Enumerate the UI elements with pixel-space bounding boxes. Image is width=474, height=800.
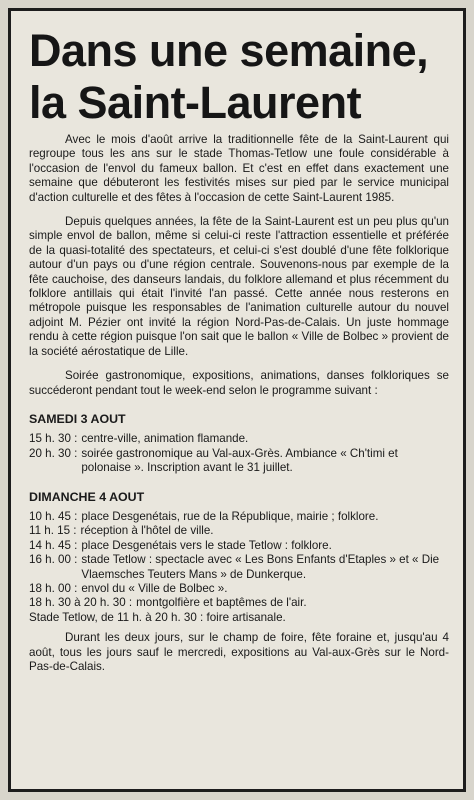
saturday-schedule	[29, 432, 449, 475]
schedule-time: 18 h. 30 à 20 h. 30 :	[29, 596, 133, 610]
article-body	[29, 133, 449, 674]
schedule-text: place Desgenétais vers le stade Tetlow : folklore.	[81, 538, 332, 552]
schedule-time: 10 h. 45 :	[29, 509, 78, 523]
schedule-time: 14 h. 45 :	[29, 538, 78, 552]
paragraph-history: Depuis quelques années, la fête de la Saint-Laurent est un peu plus qu'un simple envol de ballon, même si celui-ci reste l'attraction essentielle et préférée de la quasi-totalité des spectateurs, et celui-ci s'est doublé d'une fête folklorique autour d'un pays ou d'une région centrale. Souvenons-nous par exemple de la fête cauchoise, des danseurs landais, du folklore allemand et plus récemment du folklore antillais qui était l'invité l'an passé. Cette année nous resterons en métropole puisque les responsables de l'animation culturelle autour du nouvel adjoint M. Pézier ont invité la région Nord-Pas-de-Calais. Un juste hommage rendu à cette région puisque l'on sait que le ballon « Ville de Bolbec » provient de la société aérostatique de Lille.	[29, 215, 449, 358]
schedule-text: montgolfière et baptêmes de l'air.	[136, 596, 307, 610]
schedule-item	[29, 553, 449, 582]
saturday-heading: SAMEDI 3 AOUT	[29, 411, 126, 426]
paragraph-closing: Durant les deux jours, sur le champ de foire, fête foraine et, jusqu'au 4 août, tous les jours sauf le mercredi, expositions au Val-aux-Grès sur le Nord-Pas-de-Calais.	[29, 631, 449, 673]
schedule-text: place Desgenétais, rue de la République, mairie ; folklore.	[81, 509, 379, 523]
schedule-item	[29, 510, 449, 524]
sunday-schedule	[29, 510, 449, 625]
schedule-text: stade Tetlow : spectacle avec « Les Bons Enfants d'Etaples » et « Die Vlaemsches Teuters Mans » de Dunkerque.	[81, 553, 440, 581]
schedule-text: Stade Tetlow, de 11 h. à 20 h. 30 : foire artisanale.	[29, 610, 286, 624]
schedule-item	[29, 447, 449, 476]
schedule-item	[29, 596, 449, 610]
schedule-text: centre-ville, animation flamande.	[81, 432, 249, 446]
sunday-heading: DIMANCHE 4 AOUT	[29, 489, 145, 504]
headline-line-1: Dans une semaine,	[29, 25, 429, 76]
schedule-time: 16 h. 00 :	[29, 553, 78, 567]
schedule-text: envol du « Ville de Bolbec ».	[81, 581, 228, 595]
schedule-item	[29, 582, 449, 596]
schedule-time: 20 h. 30 :	[29, 446, 78, 460]
schedule-item	[29, 611, 449, 625]
schedule-item	[29, 432, 449, 446]
schedule-text: réception à l'hôtel de ville.	[80, 524, 214, 538]
paragraph-intro: Avec le mois d'août arrive la traditionnelle fête de la Saint-Laurent qui regroupe tous les ans sur le stade Thomas-Tetlow une foule considérable à l'occasion de l'envol du fameux ballon. Et c'est en effet dans exactement une semaine que débuteront les festivités mises sur pied par le service municipal d'action culturelle et des fêtes à l'occasion de cette Saint-Laurent 1985.	[29, 133, 449, 204]
headline-line-2: la Saint-Laurent	[29, 77, 362, 128]
article-headline	[29, 25, 451, 129]
newspaper-clipping	[8, 8, 466, 792]
schedule-time: 15 h. 30 :	[29, 432, 78, 446]
paragraph-program: Soirée gastronomique, expositions, animations, danses folkloriques se succéderont pendant tout le week-end selon le programme suivant :	[29, 369, 449, 397]
schedule-item	[29, 539, 449, 553]
schedule-time: 18 h. 00 :	[29, 581, 78, 595]
schedule-item	[29, 524, 449, 538]
schedule-text: soirée gastronomique au Val-aux-Grès. Ambiance « Ch'timi et polonaise ». Inscription avant le 31 juillet.	[81, 446, 398, 475]
schedule-time: 11 h. 15 :	[29, 524, 77, 538]
